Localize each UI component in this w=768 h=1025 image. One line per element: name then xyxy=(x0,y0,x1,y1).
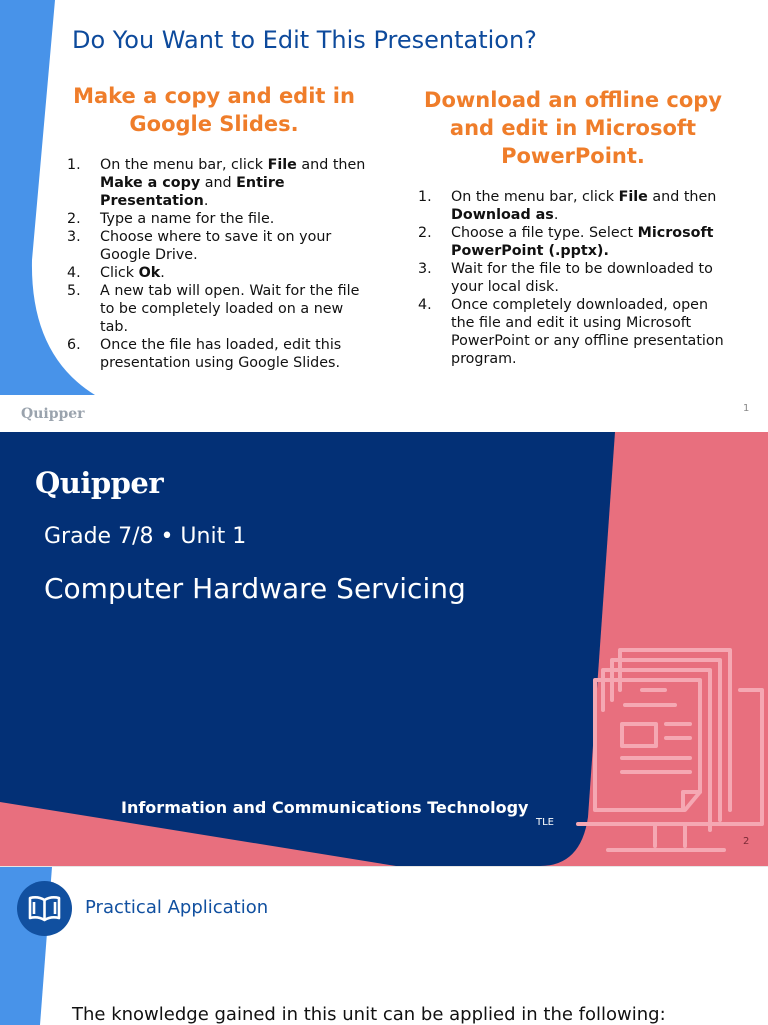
section-heading: Practical Application xyxy=(85,897,269,918)
grade-unit-label: Grade 7/8 • Unit 1 xyxy=(44,524,247,549)
section-icon-badge xyxy=(17,881,72,936)
powerpoint-steps xyxy=(418,188,748,368)
slide-2 xyxy=(0,432,768,866)
section-body-text: The knowledge gained in this unit can be applied in the following: xyxy=(72,1004,666,1025)
list-item: 1. On the menu bar, click File and then Download as. xyxy=(418,189,717,223)
course-title: Computer Hardware Servicing xyxy=(44,572,466,605)
list-item: 5. A new tab will open. Wait for the file to be completely loaded on a new tab. xyxy=(67,283,360,335)
list-item: 2. Choose a file type. Select Microsoft PowerPoint (.pptx). xyxy=(418,225,714,259)
list-item: 3. Choose where to save it on your Google Drive. xyxy=(67,229,332,263)
powerpoint-heading: Download an offline copy and edit in Microsoft PowerPoint. xyxy=(424,88,722,168)
subject-label: Information and Communications Technology xyxy=(121,798,529,817)
list-item: 4. Click Ok. xyxy=(67,265,165,281)
google-slides-heading: Make a copy and edit in Google Slides. xyxy=(73,84,355,136)
quipper-watermark-logo: Quipper xyxy=(21,406,85,422)
page-number: 1 xyxy=(743,403,750,414)
slide-3 xyxy=(0,866,768,1025)
open-book-icon xyxy=(17,881,72,936)
google-slides-steps xyxy=(67,156,387,372)
list-item: 2. Type a name for the file. xyxy=(67,211,275,227)
list-item: 1. On the menu bar, click File and then Make a copy and Entire Presentation. xyxy=(67,157,366,209)
quipper-logo: Quipper xyxy=(35,466,164,500)
list-item: 4. Once completely downloaded, open the file and edit it using Microsoft PowerPoint or any offline presentation program. xyxy=(418,297,724,367)
subject-code: TLE xyxy=(536,817,554,828)
page-number: 2 xyxy=(743,836,750,847)
list-item: 3. Wait for the file to be downloaded to your local disk. xyxy=(418,261,713,295)
slide-1-title: Do You Want to Edit This Presentation? xyxy=(72,26,537,54)
list-item: 6. Once the file has loaded, edit this presentation using Google Slides. xyxy=(67,337,342,371)
slide-1 xyxy=(0,0,768,432)
slide-3-accent-shape xyxy=(0,867,768,1025)
